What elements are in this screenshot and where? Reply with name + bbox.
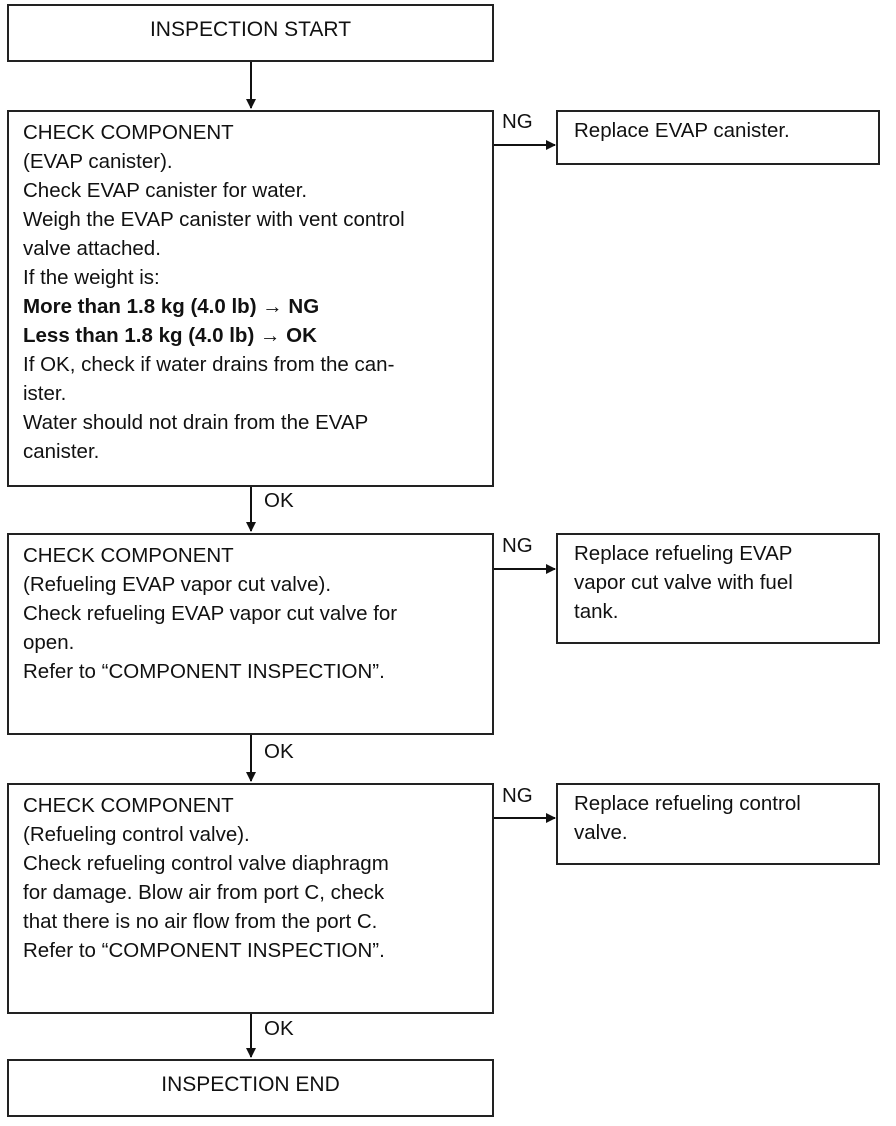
step2-ng-action-box (556, 533, 880, 644)
step3-ng-label: NG (502, 784, 533, 807)
step1-line-1: CHECK COMPONENT (23, 121, 234, 144)
step3-line-3: Check refueling control valve diaphragm (23, 852, 389, 875)
step2-ok-label: OK (264, 740, 294, 763)
step1-box (7, 110, 494, 487)
step3-line-5: that there is no air flow from the port C. (23, 910, 378, 933)
step1-line-11: Water should not drain from the EVAP (23, 411, 369, 434)
step3-line-1: CHECK COMPONENT (23, 794, 234, 817)
start-box (7, 4, 494, 62)
step1-line-8: Less than 1.8 kg (4.0 lb) → OK (23, 324, 317, 347)
step2-box (7, 533, 494, 735)
step3-ok-label: OK (264, 1017, 294, 1040)
step3-box (7, 783, 494, 1014)
step3-line-4: for damage. Blow air from port C, check (23, 881, 385, 904)
step2-ng-action-line-3: tank. (574, 600, 619, 623)
end-box (7, 1059, 494, 1117)
step1-line-10: ister. (23, 382, 67, 405)
step1-line-3: Check EVAP canister for water. (23, 179, 308, 202)
step2-ng-label: NG (502, 534, 533, 557)
step3-ng-action-box (556, 783, 880, 865)
step1-line-5: valve attached. (23, 237, 161, 260)
end-label: INSPECTION END (161, 1073, 340, 1096)
step1-line-2: (EVAP canister). (23, 150, 173, 173)
step1-ng-action-line-1: Replace EVAP canister. (574, 119, 790, 142)
step1-line-12: canister. (23, 440, 100, 463)
step1-ng-action-box (556, 110, 880, 165)
step1-line-7: More than 1.8 kg (4.0 lb) → NG (23, 295, 320, 318)
step3-ng-action-line-1: Replace refueling control (574, 792, 801, 815)
step1-line-6: If the weight is: (23, 266, 160, 289)
step1-ng-label: NG (502, 110, 533, 133)
step2-line-1: CHECK COMPONENT (23, 544, 234, 567)
step2-line-3: Check refueling EVAP vapor cut valve for (23, 602, 398, 625)
step1-line-9: If OK, check if water drains from the can- (23, 353, 395, 376)
step3-line-6: Refer to “COMPONENT INSPECTION”. (23, 939, 385, 962)
step2-ng-action-line-2: vapor cut valve with fuel (574, 571, 793, 594)
step1-line-4: Weigh the EVAP canister with vent control (23, 208, 405, 231)
step2-line-2: (Refueling EVAP vapor cut valve). (23, 573, 332, 596)
start-label: INSPECTION START (149, 18, 352, 41)
step2-ng-action-line-1: Replace refueling EVAP (574, 542, 793, 565)
step2-line-5: Refer to “COMPONENT INSPECTION”. (23, 660, 385, 683)
step3-ng-action-line-2: valve. (574, 821, 628, 844)
step3-line-2: (Refueling control valve). (23, 823, 250, 846)
step2-line-4: open. (23, 631, 75, 654)
step1-ok-label: OK (264, 489, 294, 512)
